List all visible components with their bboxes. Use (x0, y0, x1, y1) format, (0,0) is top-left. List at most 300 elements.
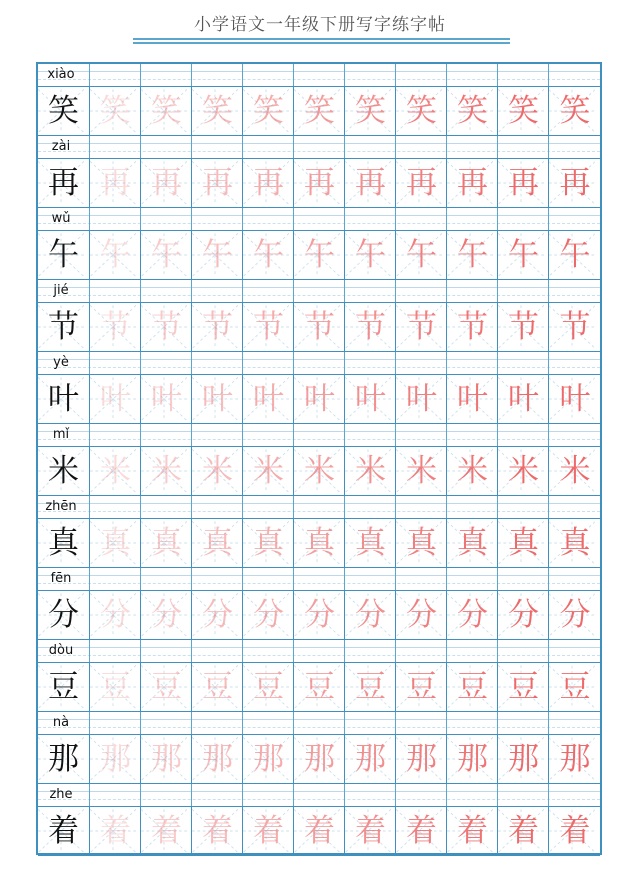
practice-cell[interactable] (548, 519, 600, 567)
model-character: 分 (48, 597, 79, 633)
practice-cell[interactable] (446, 663, 497, 711)
trace-character: 那 (253, 741, 284, 777)
trace-character: 米 (100, 453, 131, 489)
practice-cell[interactable] (446, 735, 497, 783)
practice-cell[interactable] (395, 807, 446, 855)
trace-character: 豆 (457, 669, 488, 705)
trace-character: 午 (253, 237, 284, 273)
pinyin-divider (242, 208, 243, 230)
practice-cell[interactable] (344, 735, 395, 783)
pinyin-label: zài (51, 139, 71, 154)
pinyin-guide-line (38, 287, 600, 288)
practice-cell[interactable] (89, 87, 140, 135)
practice-cell[interactable] (140, 303, 191, 351)
practice-cell[interactable] (497, 447, 548, 495)
practice-cell[interactable] (242, 447, 293, 495)
pinyin-guide-line (38, 655, 600, 656)
pinyin-divider (548, 568, 549, 590)
practice-cell[interactable] (344, 591, 395, 639)
practice-cell[interactable] (89, 807, 140, 855)
trace-character: 笑 (151, 93, 182, 129)
practice-cell[interactable] (446, 303, 497, 351)
trace-character: 真 (457, 525, 488, 561)
model-character: 再 (48, 165, 79, 201)
practice-row (38, 64, 600, 136)
pinyin-divider (344, 784, 345, 806)
pinyin-label: mǐ (52, 427, 70, 442)
practice-cell[interactable] (497, 735, 548, 783)
model-char-cell (38, 663, 89, 711)
practice-cell[interactable] (548, 807, 600, 855)
trace-character: 再 (355, 165, 386, 201)
pinyin-label: wǔ (51, 211, 71, 226)
pinyin-divider (446, 568, 447, 590)
model-character: 叶 (48, 381, 79, 417)
practice-cell[interactable] (497, 231, 548, 279)
practice-cell[interactable] (344, 375, 395, 423)
pinyin-divider (191, 280, 192, 302)
trace-character: 那 (355, 741, 386, 777)
trace-character: 午 (100, 237, 131, 273)
practice-row (38, 424, 600, 496)
practice-cell[interactable] (497, 591, 548, 639)
trace-character: 再 (508, 165, 539, 201)
pinyin-divider (446, 352, 447, 374)
practice-row (38, 496, 600, 568)
trace-character: 真 (355, 525, 386, 561)
trace-character: 叶 (457, 381, 488, 417)
pinyin-band (38, 280, 600, 302)
practice-cell[interactable] (446, 159, 497, 207)
practice-cell[interactable] (344, 159, 395, 207)
tianzige-band (38, 158, 600, 208)
tianzige-band (38, 662, 600, 712)
pinyin-divider (140, 496, 141, 518)
trace-character: 米 (457, 453, 488, 489)
trace-character: 节 (355, 309, 386, 345)
model-char-cell (38, 231, 89, 279)
trace-character: 分 (253, 597, 284, 633)
practice-cell[interactable] (446, 87, 497, 135)
pinyin-label: zhēn (45, 499, 77, 514)
trace-character: 真 (559, 525, 591, 561)
practice-cell[interactable] (191, 231, 242, 279)
practice-cell[interactable] (89, 159, 140, 207)
pinyin-divider (446, 208, 447, 230)
trace-character: 笑 (304, 93, 335, 129)
model-char-cell (38, 735, 89, 783)
trace-character: 着 (406, 813, 437, 849)
practice-cell[interactable] (548, 303, 600, 351)
practice-cell[interactable] (548, 87, 600, 135)
model-character: 豆 (48, 669, 79, 705)
practice-cell[interactable] (242, 591, 293, 639)
pinyin-guide-line (38, 143, 600, 144)
model-char-cell (38, 87, 89, 135)
pinyin-divider (89, 496, 90, 518)
pinyin-guide-line (38, 151, 600, 152)
pinyin-divider (497, 424, 498, 446)
pinyin-band (38, 640, 600, 662)
trace-character: 真 (406, 525, 437, 561)
pinyin-band (38, 496, 600, 518)
pinyin-divider (89, 64, 90, 86)
pinyin-band (38, 712, 600, 734)
pinyin-guide-line (38, 647, 600, 648)
pinyin-label: yè (53, 355, 69, 370)
pinyin-divider (344, 424, 345, 446)
pinyin-divider (497, 64, 498, 86)
practice-cell[interactable] (548, 591, 600, 639)
pinyin-divider (140, 208, 141, 230)
title-underline-2 (133, 42, 510, 44)
trace-character: 着 (151, 813, 182, 849)
tianzige-band (38, 230, 600, 280)
trace-character: 真 (202, 525, 233, 561)
pinyin-divider (395, 352, 396, 374)
model-char-cell (38, 591, 89, 639)
tianzige-band (38, 86, 600, 136)
pinyin-divider (497, 352, 498, 374)
trace-character: 豆 (151, 669, 182, 705)
practice-cell[interactable] (497, 159, 548, 207)
pinyin-divider (140, 136, 141, 158)
practice-row (38, 712, 600, 784)
tianzige-band (38, 806, 600, 856)
pinyin-guide-line (38, 79, 600, 80)
practice-cell[interactable] (293, 807, 344, 855)
pinyin-divider (344, 640, 345, 662)
practice-cell[interactable] (293, 735, 344, 783)
practice-cell[interactable] (344, 87, 395, 135)
pinyin-divider (293, 64, 294, 86)
practice-cell[interactable] (446, 231, 497, 279)
pinyin-label: dòu (48, 643, 74, 658)
practice-row (38, 784, 600, 856)
pinyin-divider (191, 208, 192, 230)
model-char-cell (38, 303, 89, 351)
trace-character: 叶 (559, 381, 591, 417)
practice-cell[interactable] (140, 735, 191, 783)
pinyin-divider (446, 496, 447, 518)
trace-character: 米 (355, 453, 386, 489)
practice-cell[interactable] (242, 303, 293, 351)
practice-cell[interactable] (191, 591, 242, 639)
trace-character: 午 (151, 237, 182, 273)
trace-character: 米 (202, 453, 233, 489)
pinyin-band (38, 136, 600, 158)
pinyin-divider (293, 208, 294, 230)
pinyin-guide-line (38, 295, 600, 296)
practice-cell[interactable] (395, 159, 446, 207)
practice-cell[interactable] (89, 735, 140, 783)
trace-character: 豆 (202, 669, 233, 705)
pinyin-divider (191, 352, 192, 374)
practice-cell[interactable] (446, 807, 497, 855)
trace-character: 叶 (253, 381, 284, 417)
practice-cell[interactable] (89, 519, 140, 567)
pinyin-divider (548, 64, 549, 86)
trace-character: 分 (457, 597, 488, 633)
trace-character: 着 (355, 813, 386, 849)
pinyin-divider (497, 784, 498, 806)
practice-cell[interactable] (395, 87, 446, 135)
practice-cell[interactable] (293, 87, 344, 135)
pinyin-divider (446, 712, 447, 734)
trace-character: 米 (151, 453, 182, 489)
model-char-cell (38, 159, 89, 207)
trace-character: 分 (355, 597, 386, 633)
practice-cell[interactable] (140, 447, 191, 495)
practice-cell[interactable] (140, 87, 191, 135)
practice-cell[interactable] (395, 519, 446, 567)
practice-cell[interactable] (140, 519, 191, 567)
trace-character: 笑 (355, 93, 386, 129)
trace-character: 那 (457, 741, 488, 777)
practice-cell[interactable] (395, 663, 446, 711)
trace-character: 着 (202, 813, 233, 849)
practice-cell[interactable] (293, 303, 344, 351)
practice-cell[interactable] (497, 303, 548, 351)
model-character: 笑 (48, 93, 79, 129)
pinyin-divider (191, 568, 192, 590)
practice-cell[interactable] (293, 447, 344, 495)
practice-cell[interactable] (140, 807, 191, 855)
practice-cell[interactable] (191, 447, 242, 495)
pinyin-divider (191, 64, 192, 86)
practice-cell[interactable] (344, 231, 395, 279)
practice-cell[interactable] (548, 375, 600, 423)
practice-cell[interactable] (395, 735, 446, 783)
practice-cell[interactable] (344, 303, 395, 351)
practice-cell[interactable] (242, 231, 293, 279)
practice-cell[interactable] (89, 303, 140, 351)
pinyin-divider (89, 640, 90, 662)
trace-character: 分 (406, 597, 437, 633)
trace-character: 豆 (559, 669, 591, 705)
tianzige-band (38, 302, 600, 352)
pinyin-guide-line (38, 511, 600, 512)
practice-cell[interactable] (293, 231, 344, 279)
practice-cell[interactable] (395, 591, 446, 639)
practice-cell[interactable] (548, 663, 600, 711)
trace-character: 那 (304, 741, 335, 777)
practice-cell[interactable] (191, 663, 242, 711)
pinyin-guide-line (38, 503, 600, 504)
pinyin-guide-line (38, 719, 600, 720)
practice-cell[interactable] (497, 807, 548, 855)
pinyin-divider (293, 784, 294, 806)
practice-cell[interactable] (548, 159, 600, 207)
pinyin-divider (395, 64, 396, 86)
pinyin-guide-line (38, 223, 600, 224)
trace-character: 米 (406, 453, 437, 489)
practice-cell[interactable] (395, 447, 446, 495)
practice-cell[interactable] (140, 591, 191, 639)
trace-character: 豆 (253, 669, 284, 705)
model-character: 真 (48, 525, 79, 561)
model-character: 节 (48, 309, 79, 345)
practice-cell[interactable] (497, 375, 548, 423)
practice-cell[interactable] (446, 591, 497, 639)
practice-cell[interactable] (344, 519, 395, 567)
trace-character: 节 (457, 309, 488, 345)
pinyin-divider (548, 136, 549, 158)
practice-cell[interactable] (89, 663, 140, 711)
practice-cell[interactable] (344, 447, 395, 495)
practice-row (38, 136, 600, 208)
practice-cell[interactable] (293, 663, 344, 711)
pinyin-divider (395, 280, 396, 302)
practice-cell[interactable] (242, 735, 293, 783)
pinyin-divider (344, 568, 345, 590)
pinyin-divider (140, 64, 141, 86)
practice-row (38, 640, 600, 712)
pinyin-divider (497, 712, 498, 734)
practice-cell[interactable] (446, 447, 497, 495)
trace-character: 真 (100, 525, 131, 561)
trace-character: 午 (355, 237, 386, 273)
pinyin-divider (395, 712, 396, 734)
pinyin-guide-line (38, 583, 600, 584)
pinyin-divider (344, 64, 345, 86)
practice-cell[interactable] (242, 807, 293, 855)
trace-character: 节 (151, 309, 182, 345)
trace-character: 再 (559, 165, 591, 201)
pinyin-label: fēn (50, 571, 72, 586)
practice-cell[interactable] (395, 375, 446, 423)
pinyin-guide-line (38, 439, 600, 440)
pinyin-divider (242, 784, 243, 806)
trace-character: 分 (100, 597, 131, 633)
pinyin-divider (446, 64, 447, 86)
practice-cell[interactable] (293, 519, 344, 567)
pinyin-divider (242, 352, 243, 374)
pinyin-divider (89, 136, 90, 158)
practice-cell[interactable] (89, 231, 140, 279)
practice-cell[interactable] (242, 519, 293, 567)
practice-cell[interactable] (293, 591, 344, 639)
pinyin-divider (242, 424, 243, 446)
practice-cell[interactable] (140, 663, 191, 711)
practice-cell[interactable] (191, 375, 242, 423)
practice-cell[interactable] (548, 735, 600, 783)
practice-cell[interactable] (344, 663, 395, 711)
pinyin-divider (395, 208, 396, 230)
practice-cell[interactable] (446, 519, 497, 567)
title-underline (133, 38, 510, 40)
pinyin-divider (293, 712, 294, 734)
trace-character: 那 (202, 741, 233, 777)
practice-cell[interactable] (89, 375, 140, 423)
trace-character: 真 (253, 525, 284, 561)
trace-character: 午 (304, 237, 335, 273)
pinyin-divider (548, 712, 549, 734)
pinyin-divider (548, 280, 549, 302)
model-char-cell (38, 375, 89, 423)
practice-cell[interactable] (191, 519, 242, 567)
trace-character: 再 (151, 165, 182, 201)
trace-character: 节 (202, 309, 233, 345)
pinyin-divider (344, 208, 345, 230)
practice-cell[interactable] (191, 735, 242, 783)
practice-cell[interactable] (446, 375, 497, 423)
trace-character: 米 (559, 453, 591, 489)
pinyin-divider (497, 568, 498, 590)
practice-cell[interactable] (89, 447, 140, 495)
practice-cell[interactable] (191, 807, 242, 855)
pinyin-divider (548, 424, 549, 446)
trace-character: 午 (406, 237, 437, 273)
pinyin-divider (293, 136, 294, 158)
pinyin-divider (140, 784, 141, 806)
trace-character: 那 (508, 741, 539, 777)
page-title: 小学语文一年级下册写字练字帖 (194, 15, 446, 35)
practice-row (38, 208, 600, 280)
practice-cell[interactable] (344, 807, 395, 855)
pinyin-divider (344, 280, 345, 302)
practice-cell[interactable] (395, 303, 446, 351)
practice-cell[interactable] (140, 231, 191, 279)
pinyin-divider (242, 496, 243, 518)
practice-cell[interactable] (242, 375, 293, 423)
pinyin-divider (89, 352, 90, 374)
pinyin-divider (242, 136, 243, 158)
pinyin-divider (191, 784, 192, 806)
practice-cell[interactable] (242, 159, 293, 207)
pinyin-label: zhe (49, 787, 73, 802)
trace-character: 着 (508, 813, 539, 849)
trace-character: 节 (100, 309, 131, 345)
practice-cell[interactable] (242, 87, 293, 135)
pinyin-divider (497, 640, 498, 662)
pinyin-band (38, 424, 600, 446)
practice-cell[interactable] (242, 663, 293, 711)
practice-cell[interactable] (191, 303, 242, 351)
trace-character: 午 (508, 237, 539, 273)
practice-row (38, 352, 600, 424)
practice-row (38, 568, 600, 640)
pinyin-divider (293, 568, 294, 590)
practice-cell[interactable] (548, 447, 600, 495)
trace-character: 分 (304, 597, 335, 633)
pinyin-label: jié (53, 283, 69, 298)
trace-character: 米 (508, 453, 539, 489)
practice-cell[interactable] (497, 519, 548, 567)
practice-cell[interactable] (191, 159, 242, 207)
practice-cell[interactable] (395, 231, 446, 279)
practice-cell[interactable] (293, 375, 344, 423)
pinyin-divider (497, 496, 498, 518)
pinyin-divider (140, 640, 141, 662)
trace-character: 再 (457, 165, 488, 201)
trace-character: 那 (406, 741, 437, 777)
practice-cell[interactable] (140, 375, 191, 423)
practice-cell[interactable] (497, 87, 548, 135)
pinyin-divider (191, 424, 192, 446)
practice-cell[interactable] (548, 231, 600, 279)
pinyin-divider (293, 352, 294, 374)
pinyin-divider (191, 136, 192, 158)
practice-cell[interactable] (89, 591, 140, 639)
trace-character: 那 (559, 741, 591, 777)
practice-cell[interactable] (191, 87, 242, 135)
practice-cell[interactable] (497, 663, 548, 711)
practice-cell[interactable] (140, 159, 191, 207)
trace-character: 笑 (202, 93, 233, 129)
practice-cell[interactable] (293, 159, 344, 207)
trace-character: 叶 (304, 381, 335, 417)
